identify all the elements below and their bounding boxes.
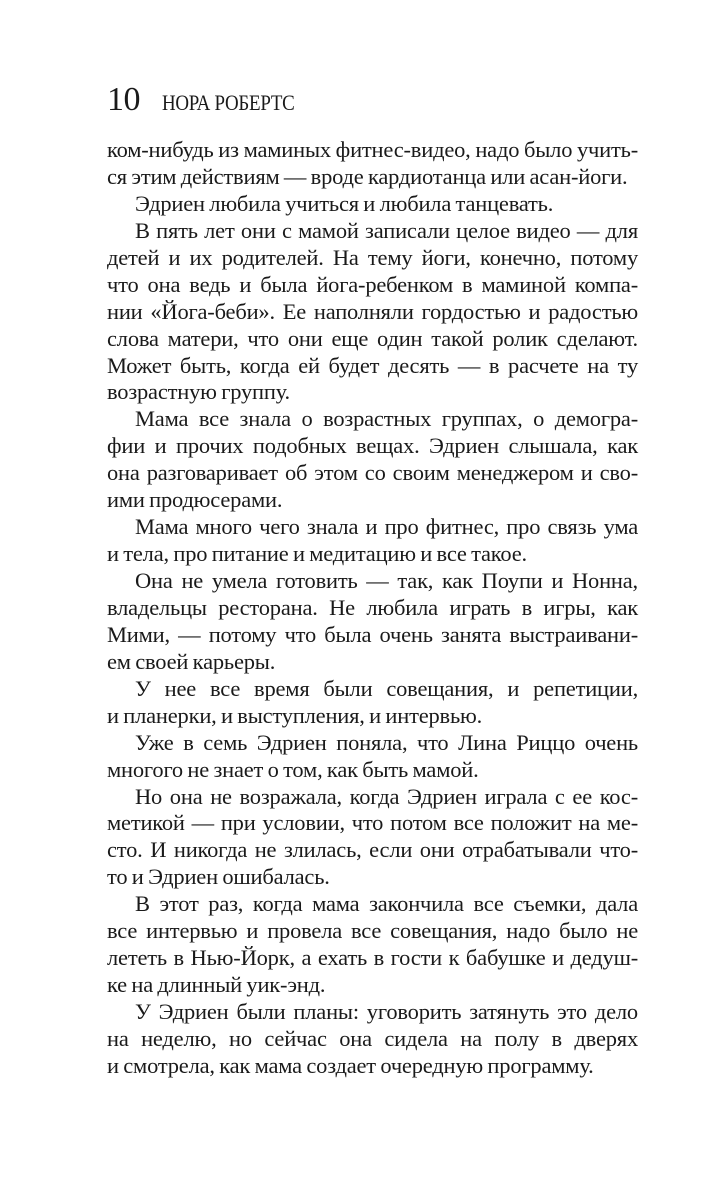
- text-line: Эдриен любила учиться и любила танцевать.: [135, 190, 554, 216]
- text-line: и смотрела, как мама создает очередную программу.: [107, 1052, 594, 1078]
- text-line: сто. И никогда не злилась, если они отрабатывали что-: [107, 837, 638, 863]
- text-line: Уже в семь Эдриен поняла, что Лина Риццо очень: [135, 729, 638, 755]
- text-line: слова матери, что они еще один такой ролик сделают.: [107, 325, 638, 351]
- text-line: все интервью и провела все совещания, надо было не: [107, 918, 638, 944]
- text-line: Но она не возражала, когда Эдриен играла с ее кос-: [135, 783, 638, 809]
- text-line: многого не знает о том, как быть мамой.: [107, 756, 479, 782]
- running-head: [107, 80, 316, 120]
- text-line: Мама все знала о возрастных группах, о демогра-: [135, 406, 638, 432]
- text-line: У нее все время были совещания, и репетиции,: [135, 675, 638, 701]
- text-line: то и Эдриен ошибалась.: [107, 864, 330, 890]
- text-line: ими продюсерами.: [107, 487, 283, 513]
- text-line: владельцы ресторана. Не любила играть в игры, как: [107, 594, 638, 620]
- text-line: В этот раз, когда мама закончила все съемки, дала: [135, 891, 638, 917]
- text-line: ся этим действиям — вроде кардиотанца или асан-йоги.: [107, 163, 628, 189]
- text-line: что она ведь и была йога-ребенком в маминой компа-: [107, 271, 638, 297]
- text-line: В пять лет они с мамой записали целое видео — для: [135, 217, 638, 243]
- text-line: Она не умела готовить — так, как Поупи и Нонна,: [135, 568, 638, 593]
- text-line: на неделю, но сейчас она сидела на полу в дверях: [107, 1025, 638, 1051]
- text-line: ком-нибудь из маминых фитнес-видео, надо было учить-: [107, 137, 638, 162]
- text-line: и тела, про питание и медитацию и все такое.: [107, 541, 527, 567]
- text-line: она разговаривает об этом со своим менеджером и сво-: [107, 460, 638, 486]
- text-line: Может быть, когда ей будет десять — в расчете на ту: [107, 352, 638, 378]
- text-line: ем своей карьеры.: [107, 648, 276, 674]
- text-line: Мама много чего знала и про фитнес, про связь ума: [135, 514, 638, 540]
- text-line: и планерки, и выступления, и интервью.: [107, 702, 483, 728]
- text-line: нии «Йога-беби». Ее наполняли гордостью и радостью: [107, 298, 638, 324]
- text-line: фии и прочих подобных вещах. Эдриен слышала, как: [107, 433, 638, 459]
- body-text: [107, 137, 638, 1080]
- text-line: Мими, — потому что была очень занята выстраивани-: [107, 621, 638, 647]
- text-line: метикой — при условии, что потом все положит на ме-: [107, 810, 638, 836]
- text-line: детей и их родителей. На тему йоги, конечно, потому: [107, 244, 638, 270]
- author-name: НОРА РОБЕРТС: [162, 90, 295, 115]
- text-line: У Эдриен были планы: уговорить затянуть это дело: [135, 999, 638, 1024]
- text-line: возрастную группу.: [107, 379, 290, 405]
- text-line: лететь в Нью-Йорк, а ехать в гости к бабушке и дедуш-: [107, 945, 638, 971]
- text-line: ке на длинный уик-энд.: [107, 972, 326, 998]
- page-number: 10: [107, 81, 140, 118]
